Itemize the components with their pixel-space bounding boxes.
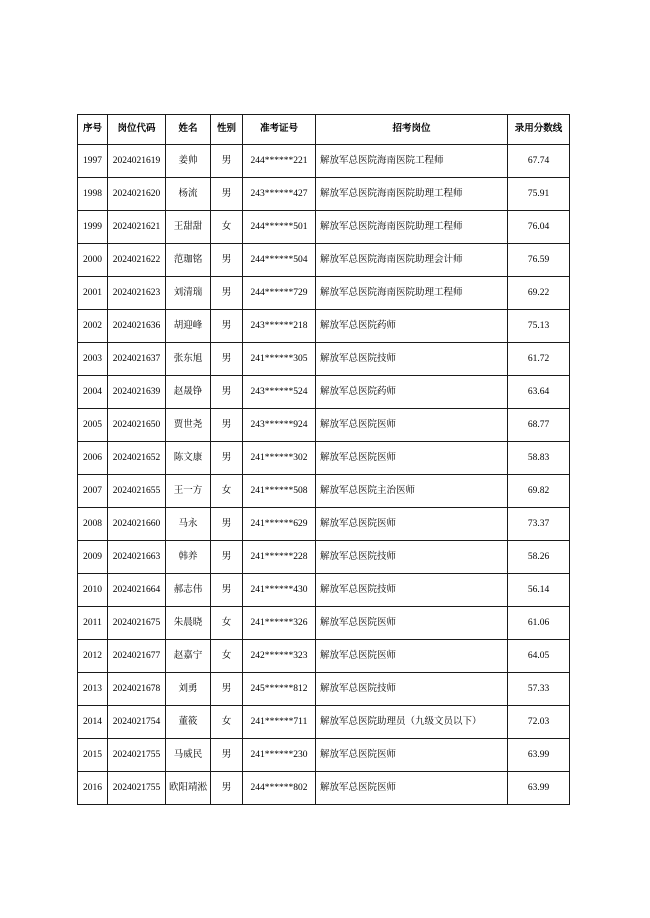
cell-ticket: 244******504 [243, 244, 316, 277]
table-row [78, 409, 570, 442]
cell-gender: 男 [211, 673, 243, 706]
cell-code: 2024021621 [108, 211, 166, 244]
cell-gender: 男 [211, 310, 243, 343]
cell-seq: 2011 [78, 607, 108, 640]
cell-gender: 男 [211, 739, 243, 772]
cell-ticket: 243******524 [243, 376, 316, 409]
cell-code: 2024021639 [108, 376, 166, 409]
cell-score: 73.37 [508, 508, 570, 541]
cell-name: 范珈铭 [166, 244, 211, 277]
cell-score: 75.13 [508, 310, 570, 343]
cell-score: 63.99 [508, 739, 570, 772]
table-row [78, 772, 570, 805]
cell-name: 杨流 [166, 178, 211, 211]
table-row [78, 343, 570, 376]
cell-seq: 2012 [78, 640, 108, 673]
cell-ticket: 241******228 [243, 541, 316, 574]
cell-seq: 1997 [78, 145, 108, 178]
cell-name: 朱晨晓 [166, 607, 211, 640]
cell-gender: 男 [211, 244, 243, 277]
cell-seq: 2013 [78, 673, 108, 706]
cell-name: 韩养 [166, 541, 211, 574]
cell-score: 58.26 [508, 541, 570, 574]
cell-position: 解放军总医院医师 [316, 508, 508, 541]
cell-seq: 2016 [78, 772, 108, 805]
col-header-position: 招考岗位 [316, 115, 508, 145]
cell-position: 解放军总医院医师 [316, 739, 508, 772]
cell-seq: 2000 [78, 244, 108, 277]
cell-ticket: 245******812 [243, 673, 316, 706]
cell-code: 2024021678 [108, 673, 166, 706]
cell-score: 76.04 [508, 211, 570, 244]
table-row [78, 211, 570, 244]
cell-gender: 男 [211, 409, 243, 442]
cell-position: 解放军总医院海南医院助理工程师 [316, 178, 508, 211]
cell-gender: 男 [211, 178, 243, 211]
cell-seq: 2015 [78, 739, 108, 772]
cell-position: 解放军总医院医师 [316, 772, 508, 805]
cell-name: 欧阳靖淞 [166, 772, 211, 805]
cell-ticket: 241******508 [243, 475, 316, 508]
cell-score: 63.64 [508, 376, 570, 409]
col-header-name: 姓名 [166, 115, 211, 145]
cell-code: 2024021636 [108, 310, 166, 343]
cell-ticket: 241******305 [243, 343, 316, 376]
cell-position: 解放军总医院海南医院助理工程师 [316, 211, 508, 244]
cell-score: 75.91 [508, 178, 570, 211]
cell-position: 解放军总医院海南医院助理会计师 [316, 244, 508, 277]
cell-position: 解放军总医院医师 [316, 640, 508, 673]
cell-score: 64.05 [508, 640, 570, 673]
cell-name: 贾世尧 [166, 409, 211, 442]
cell-name: 张东旭 [166, 343, 211, 376]
table-row [78, 640, 570, 673]
cell-seq: 1999 [78, 211, 108, 244]
cell-score: 72.03 [508, 706, 570, 739]
cell-score: 57.33 [508, 673, 570, 706]
cell-position: 解放军总医院助理员（九级文员以下） [316, 706, 508, 739]
cell-position: 解放军总医院医师 [316, 409, 508, 442]
cell-ticket: 243******218 [243, 310, 316, 343]
cell-position: 解放军总医院技师 [316, 673, 508, 706]
col-header-score: 录用分数线 [508, 115, 570, 145]
cell-name: 赵晟铮 [166, 376, 211, 409]
cell-ticket: 241******430 [243, 574, 316, 607]
cell-gender: 女 [211, 706, 243, 739]
cell-name: 陈文康 [166, 442, 211, 475]
table-row [78, 607, 570, 640]
cell-gender: 女 [211, 211, 243, 244]
table-row [78, 541, 570, 574]
cell-code: 2024021620 [108, 178, 166, 211]
cell-code: 2024021664 [108, 574, 166, 607]
cell-seq: 2008 [78, 508, 108, 541]
cell-name: 马永 [166, 508, 211, 541]
cell-name: 董筱 [166, 706, 211, 739]
cell-score: 69.82 [508, 475, 570, 508]
cell-score: 61.72 [508, 343, 570, 376]
cell-ticket: 243******924 [243, 409, 316, 442]
cell-gender: 男 [211, 772, 243, 805]
cell-position: 解放军总医院海南医院工程师 [316, 145, 508, 178]
cell-ticket: 242******323 [243, 640, 316, 673]
cell-code: 2024021652 [108, 442, 166, 475]
cell-seq: 2009 [78, 541, 108, 574]
cell-ticket: 244******802 [243, 772, 316, 805]
header-row [78, 115, 570, 145]
cell-gender: 男 [211, 343, 243, 376]
col-header-gender: 性别 [211, 115, 243, 145]
cell-name: 姜帅 [166, 145, 211, 178]
cell-name: 赵嘉宁 [166, 640, 211, 673]
cell-position: 解放军总医院海南医院助理工程师 [316, 277, 508, 310]
table-row [78, 574, 570, 607]
cell-ticket: 241******302 [243, 442, 316, 475]
table-row [78, 244, 570, 277]
cell-code: 2024021754 [108, 706, 166, 739]
table-row [78, 376, 570, 409]
cell-gender: 男 [211, 145, 243, 178]
cell-position: 解放军总医院技师 [316, 541, 508, 574]
cell-code: 2024021675 [108, 607, 166, 640]
table-row [78, 277, 570, 310]
table-row [78, 442, 570, 475]
col-header-ticket: 准考证号 [243, 115, 316, 145]
cell-seq: 2004 [78, 376, 108, 409]
cell-position: 解放军总医院技师 [316, 343, 508, 376]
cell-ticket: 244******221 [243, 145, 316, 178]
cell-gender: 女 [211, 475, 243, 508]
cell-ticket: 241******711 [243, 706, 316, 739]
cell-name: 马威民 [166, 739, 211, 772]
cell-code: 2024021755 [108, 739, 166, 772]
table-row [78, 706, 570, 739]
cell-code: 2024021650 [108, 409, 166, 442]
cell-name: 王甜甜 [166, 211, 211, 244]
table-row [78, 508, 570, 541]
cell-position: 解放军总医院医师 [316, 607, 508, 640]
cell-ticket: 241******629 [243, 508, 316, 541]
cell-name: 王一方 [166, 475, 211, 508]
cell-code: 2024021677 [108, 640, 166, 673]
cell-seq: 2001 [78, 277, 108, 310]
cell-score: 58.83 [508, 442, 570, 475]
cell-gender: 男 [211, 508, 243, 541]
score-table [77, 114, 570, 805]
cell-gender: 男 [211, 541, 243, 574]
cell-gender: 女 [211, 607, 243, 640]
table-row [78, 673, 570, 706]
cell-ticket: 244******729 [243, 277, 316, 310]
cell-code: 2024021622 [108, 244, 166, 277]
cell-code: 2024021755 [108, 772, 166, 805]
cell-code: 2024021619 [108, 145, 166, 178]
col-header-seq: 序号 [78, 115, 108, 145]
col-header-code: 岗位代码 [108, 115, 166, 145]
cell-name: 胡迎峰 [166, 310, 211, 343]
cell-ticket: 243******427 [243, 178, 316, 211]
cell-seq: 2010 [78, 574, 108, 607]
cell-score: 67.74 [508, 145, 570, 178]
cell-code: 2024021663 [108, 541, 166, 574]
cell-seq: 2006 [78, 442, 108, 475]
table-row [78, 310, 570, 343]
cell-ticket: 241******230 [243, 739, 316, 772]
cell-seq: 2003 [78, 343, 108, 376]
cell-gender: 男 [211, 376, 243, 409]
cell-code: 2024021660 [108, 508, 166, 541]
cell-seq: 2014 [78, 706, 108, 739]
table-row [78, 178, 570, 211]
cell-gender: 男 [211, 574, 243, 607]
cell-seq: 1998 [78, 178, 108, 211]
cell-ticket: 244******501 [243, 211, 316, 244]
cell-seq: 2002 [78, 310, 108, 343]
cell-name: 刘勇 [166, 673, 211, 706]
cell-gender: 女 [211, 640, 243, 673]
cell-score: 69.22 [508, 277, 570, 310]
cell-name: 郝志伟 [166, 574, 211, 607]
cell-score: 76.59 [508, 244, 570, 277]
table-row [78, 739, 570, 772]
table-row [78, 145, 570, 178]
table-row [78, 475, 570, 508]
table-body [78, 145, 570, 805]
cell-gender: 男 [211, 442, 243, 475]
cell-seq: 2007 [78, 475, 108, 508]
cell-score: 68.77 [508, 409, 570, 442]
cell-score: 56.14 [508, 574, 570, 607]
cell-score: 61.06 [508, 607, 570, 640]
cell-code: 2024021655 [108, 475, 166, 508]
cell-position: 解放军总医院药师 [316, 310, 508, 343]
cell-seq: 2005 [78, 409, 108, 442]
cell-position: 解放军总医院技师 [316, 574, 508, 607]
cell-score: 63.99 [508, 772, 570, 805]
cell-code: 2024021637 [108, 343, 166, 376]
cell-code: 2024021623 [108, 277, 166, 310]
cell-position: 解放军总医院主治医师 [316, 475, 508, 508]
cell-position: 解放军总医院医师 [316, 442, 508, 475]
cell-position: 解放军总医院药师 [316, 376, 508, 409]
cell-gender: 男 [211, 277, 243, 310]
cell-ticket: 241******326 [243, 607, 316, 640]
cell-name: 刘清瑞 [166, 277, 211, 310]
